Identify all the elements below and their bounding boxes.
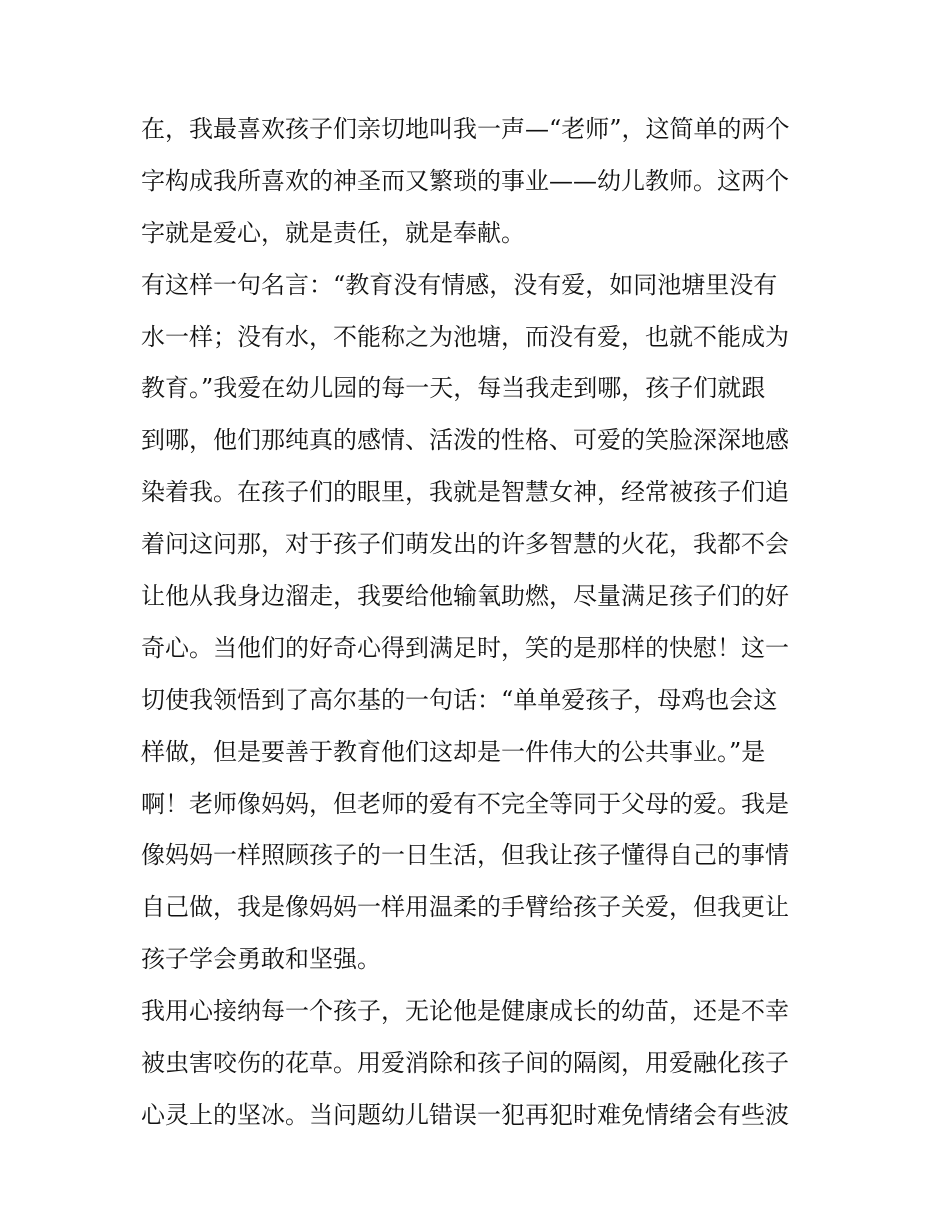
- text-line: 我用心接纳每一个孩子，无论他是健康成长的幼苗，还是不幸: [141, 997, 789, 1026]
- body-text: [141, 107, 821, 1145]
- text-line: 像妈妈一样照顾孩子的一日生活，但我让孩子懂得自己的事情: [141, 841, 789, 870]
- text-line: 啊！老师像妈妈，但老师的爱有不完全等同于父母的爱。我是: [141, 789, 789, 818]
- text-line: 字构成我所喜欢的神圣而又繁琐的事业——幼儿教师。这两个: [141, 166, 789, 195]
- text-line: 水一样；没有水，不能称之为池塘，而没有爱，也就不能成为: [141, 322, 789, 351]
- text-line: 奇心。当他们的好奇心得到满足时，笑的是那样的快慰！这一: [141, 633, 789, 662]
- text-line: 让他从我身边溜走，我要给他输氧助燃，尽量满足孩子们的好: [141, 582, 789, 611]
- text-line: 到哪，他们那纯真的感情、活泼的性格、可爱的笑脸深深地感: [141, 426, 789, 455]
- text-line: 字就是爱心，就是责任，就是奉献。: [141, 218, 525, 247]
- text-line: 着问这问那，对于孩子们萌发出的许多智慧的火花，我都不会: [141, 530, 789, 559]
- text-line: 染着我。在孩子们的眼里，我就是智慧女神，经常被孩子们追: [141, 478, 789, 507]
- text-line: 心灵上的坚冰。当问题幼儿错误一犯再犯时难免情绪会有些波: [141, 1100, 789, 1129]
- text-line: 教育。”我爱在幼儿园的每一天，每当我走到哪，孩子们就跟: [141, 374, 766, 403]
- text-line: 样做，但是要善于教育他们这却是一件伟大的公共事业。”是: [141, 737, 766, 766]
- text-line: 在，我最喜欢孩子们亲切地叫我一声—“老师”，这简单的两个: [141, 115, 790, 143]
- text-line: 被虫害咬伤的花草。用爱消除和孩子间的隔阂，用爱融化孩子: [141, 1049, 789, 1078]
- text-line: 有这样一句名言：“教育没有情感，没有爱，如同池塘里没有: [141, 270, 778, 299]
- text-line: 切使我领悟到了高尔基的一句话：“单单爱孩子，母鸡也会这: [141, 685, 778, 714]
- text-line: 自己做，我是像妈妈一样用温柔的手臂给孩子关爱，但我更让: [141, 893, 789, 922]
- text-line: 孩子学会勇敢和坚强。: [141, 945, 381, 974]
